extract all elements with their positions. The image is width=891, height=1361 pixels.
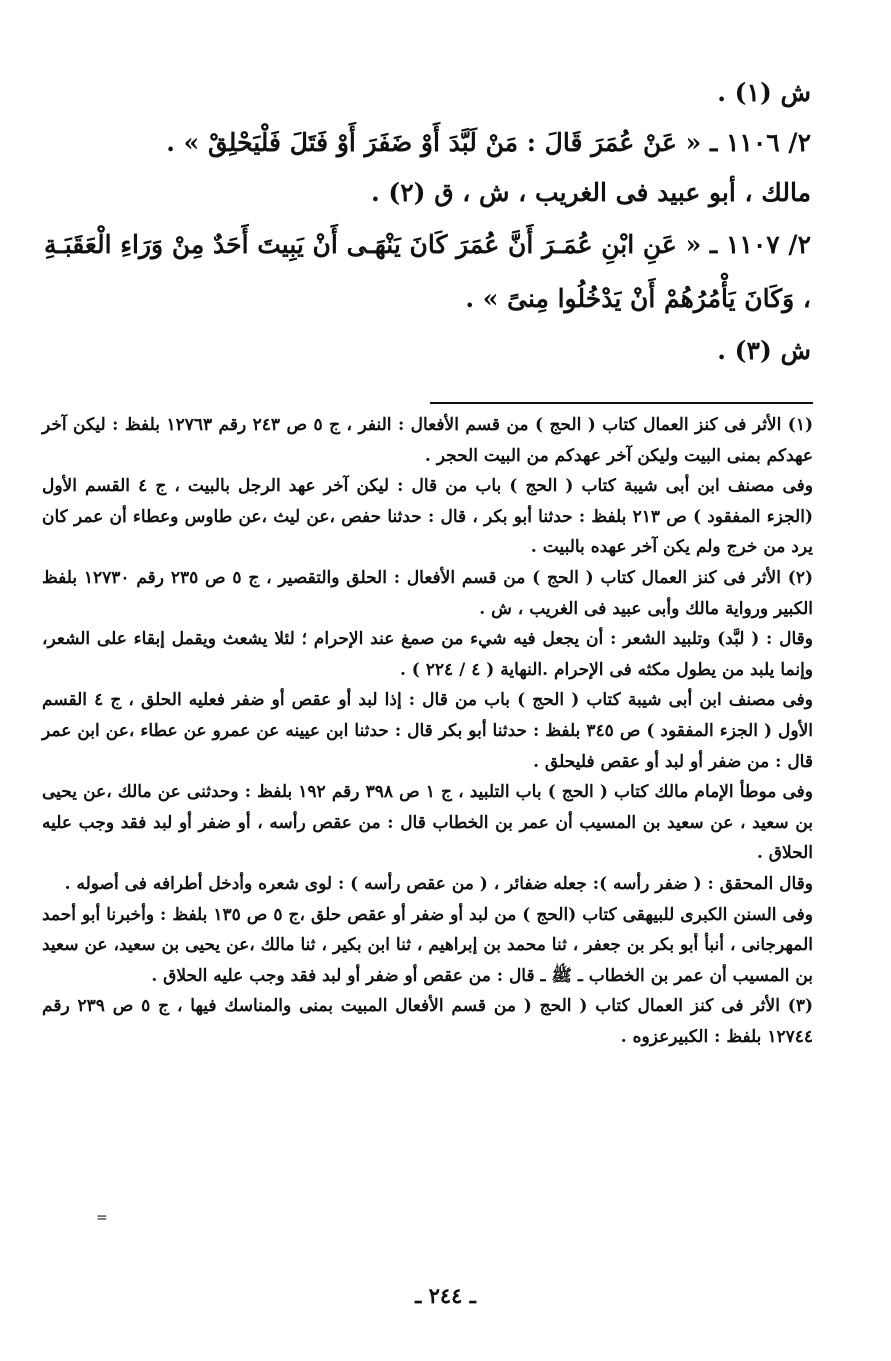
footnotes (42, 410, 813, 1052)
main-line-5: ش (٣) . (717, 336, 811, 365)
footnote-paragraph-9: (٣) الأثر فى كنز العمال كتاب ( الحج ( من قسم الأفعال المبيت بمنى والمناسك فيها ، ج ٥ ص ٢٣٩ رقم ١٢٧٤٤ بلفظ : الكبيرعزوه . (42, 996, 813, 1047)
footnote-paragraph-5: وفى مصنف ابن أبى شيبة كتاب ( الحج ) باب من قال : إذا لبد أو عقص أو ضفر فعليه الحلق ، ج ٤ القسم الأول ( الجزء المفقود ) ص ٣٤٥ بلفظ : حدثنا أبو بكر قال : حدثنا ابن عيينه عن عمرو عن عطاء ،عن ابن عمر قال : من ضفر أو لبد أو عقص فليحلق . (42, 690, 813, 772)
footnote-paragraph-3: (٢) الأثر فى كنز العمال كتاب ( الحج ) من قسم الأفعال : الحلق والتقصير ، ج ٥ ص ٢٣٥ رقم ١٢٧٣٠ بلفظ الكبير ورواية مالك وأبى عبيد فى الغريب ، ش . (42, 567, 813, 619)
footnote-paragraph-4: وقال : ( لبَّد) وتلبيد الشعر : أن يجعل فيه شيء من صمغ عند الإحرام ؛ لئلا يشعث ويقمل إبقاء على الشعر، وإنما يلبد من يطول مكثه فى الإحرام .النهاية ( ٤ / ٢٢٤ ) . (42, 629, 813, 680)
footnote-paragraph-1: (١) الأثر فى كنز العمال كتاب ( الحج ) من قسم الأفعال : النفر ، ج ٥ ص ٢٤٣ رقم ١٢٧٦٣ بلفظ : ليكن آخر عهدكم بمنى البيت وليكن آخر عهدكم من البيت الحجر . (42, 415, 814, 466)
page-number: ـ ٢٤٤ ـ (415, 1283, 476, 1308)
footnote-paragraph-7: وقال المحقق : ( ضفر رأسه ): جعله ضفائر ، ( من عقص رأسه ) : لوى شعره وأدخل أطرافه فى أصوله . (64, 873, 813, 894)
main-text-block (44, 68, 811, 376)
footnote-paragraph-6: وفى موطأ الإمام مالك كتاب ( الحج ) باب التلبيد ، ج ١ ص ٣٩٨ رقم ١٩٢ بلفظ : وحدثنى عن مالك ،عن يحيى بن سعيد ، عن سعيد بن المسيب أن عمر بن الخطاب قال : من عقص رأسه ، أو ضفر أو لبد فقد وجب عليه الحلاق . (42, 782, 813, 864)
main-line-2: ٢/ ١١٠٦ ـ « عَنْ عُمَرَ قَالَ : مَنْ لَبَّدَ أَوْ ضَفَرَ أَوْ فَتَلَ فَلْيَحْلِقْ » . (166, 128, 811, 157)
continuation-mark: = (96, 1210, 108, 1226)
footnote-separator (430, 402, 813, 404)
footnote-paragraph-8: وفى السنن الكبرى للبيهقى كتاب (الحج ) من لبد أو ضفر أو عقص حلق ،ج ٥ ص ١٣٥ بلفظ : وأخبرنا أبو أحمد المهرجانى ، أنبأ أبو بكر بن جعفر ، ثنا محمد بن إبراهيم ، ثنا ابن بكير ، ثنا مالك ،عن يحيى بن سعيد، عن سعيد بن المسيب أن عمر بن الخطاب ـ ﷺ ـ قال : من عقص أو ضفر أو لبد فقد وجب عليه الحلاق . (42, 904, 814, 986)
main-line-1: ش (١) . (717, 78, 811, 107)
main-line-4: ٢/ ١١٠٧ ـ « عَنِ ابْنِ عُمَـرَ أَنَّ عُمَرَ كَانَ يَنْهَـى أَنْ يَبِيتَ أَحَدٌ مِنْ وَرَاءِ الْعَقَبَـةِ ، وَكَانَ يَأْمُرُهُمْ أَنْ يَدْخُلُوا مِنىً » . (44, 230, 811, 313)
footnote-paragraph-2: وفى مصنف ابن أبى شيبة كتاب ( الحج ) باب من قال : ليكن آخر عهد الرجل بالبيت ، ج ٤ القسم الأول (الجزء المفقود ) ص ٢١٣ بلفظ : حدثنا أبو بكر ، قال : حدثنا حفص ،عن ليث ،عن طاوس وعطاء أن عمر كان يرد من خرج ولم يكن آخر عهده بالبيت . (42, 476, 813, 558)
main-line-3: مالك ، أبو عبيد فى الغريب ، ش ، ق (٢) . (370, 178, 811, 207)
